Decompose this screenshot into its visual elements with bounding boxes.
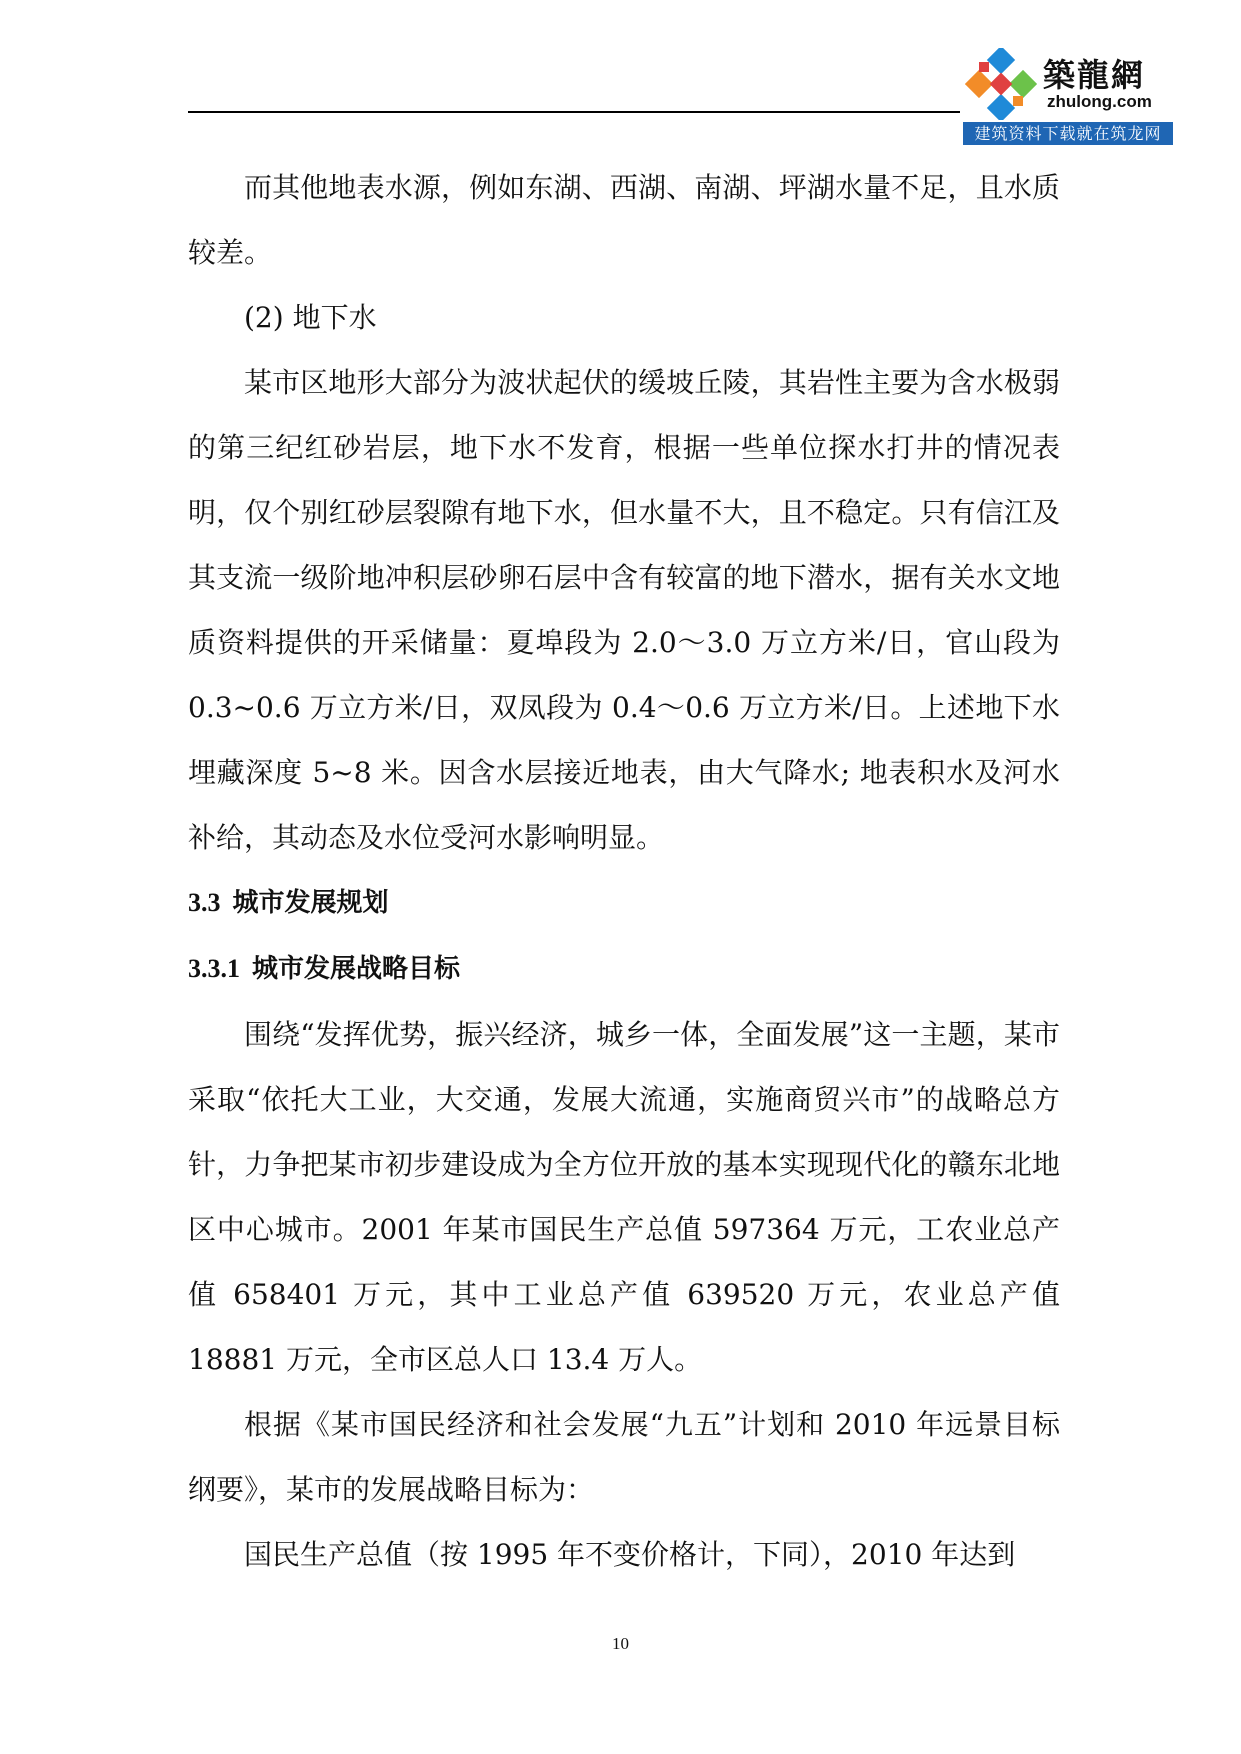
subsection-title: 城市发展战略目标 — [252, 954, 461, 984]
section-heading — [188, 870, 1060, 936]
pinwheel-logo-icon — [965, 48, 1037, 120]
paragraph-surface-water: 而其他地表水源，例如东湖、西湖、南湖、坪湖水量不足，且水质较差。 — [188, 171, 1060, 269]
subheading-groundwater: (2) 地下水 — [244, 301, 377, 334]
paragraph-gdp-target: 国民生产总值（按 1995 年不变价格计，下同），2010 年达到 — [244, 1538, 1016, 1571]
section-title: 城市发展规划 — [232, 888, 389, 918]
logo-domain: zhulong.com — [1047, 92, 1152, 111]
logo-chinese-name: 築龍網 — [1043, 56, 1146, 94]
page-number: 10 — [612, 1634, 629, 1653]
zhulong-logo — [963, 44, 1173, 145]
section-number: 3.3 — [188, 888, 221, 917]
paragraph-plan-outline: 根据《某市国民经济和社会发展“九五”计划和 2010 年远景目标纲要》，某市的发展战略目标为： — [188, 1408, 1060, 1506]
logo-top — [963, 44, 1173, 122]
paragraph-strategy: 围绕“发挥优势，振兴经济，城乡一体，全面发展”这一主题，某市采取“依托大工业，大交通，发展大流通，实施商贸兴市”的战略总方针，力争把某市初步建设成为全方位开放的基本实现现代化的赣东北地区中心城市。2001 年某市国民生产总值 597364 万元，工农业总产值 658401 万元，其中工业总产值 639520 万元，农业总产值 18881 万元，全市区总人口 13.4 万人。 — [188, 1018, 1060, 1376]
body-content — [188, 155, 1060, 1587]
subsection-number: 3.3.1 — [188, 954, 240, 983]
logo-slogan: 建筑资料下载就在筑龙网 — [963, 122, 1173, 145]
paragraph-groundwater: 某市区地形大部分为波状起伏的缓坡丘陵，其岩性主要为含水极弱的第三纪红砂岩层，地下水不发育，根据一些单位探水打井的情况表明，仅个别红砂层裂隙有地下水，但水量不大，且不稳定。只有信江及其支流一级阶地冲积层砂卵石层中含有较富的地下潜水，据有关水文地质资料提供的开采储量：夏埠段为 2.0～3.0 万立方米/日，官山段为 0.3~0.6 万立方米/日，双凤段为 0.4～0.6 万立方米/日。上述地下水埋藏深度 5~8 米。因含水层接近地表，由大气降水; 地表积水及河水补给，其动态及水位受河水影响明显。 — [188, 366, 1060, 854]
subsection-heading — [188, 936, 1060, 1002]
header-rule — [188, 111, 960, 113]
